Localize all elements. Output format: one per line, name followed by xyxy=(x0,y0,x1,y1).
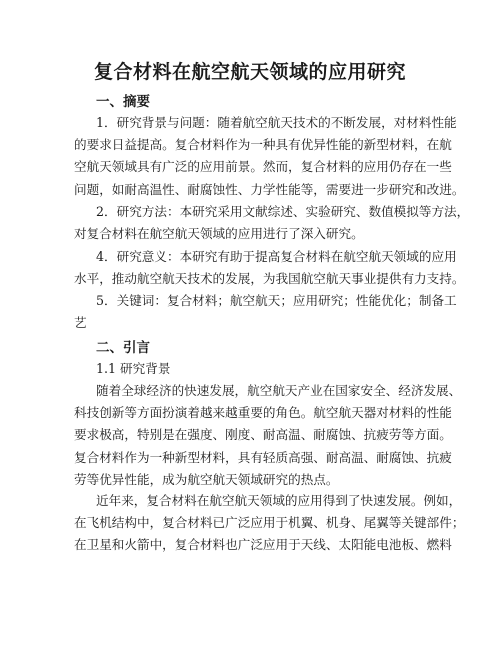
text-line: 随着全球经济的快速发展，航空航天产业在国家安全、经济发展、 xyxy=(96,383,462,398)
intro-paragraph-1 xyxy=(74,380,462,491)
text-line: 的要求日益提高。复合材料作为一种具有优异性能的新型材料，在航 xyxy=(74,137,452,153)
text-line: 水平，推动航空航天技术的发展，为我国航空航天事业提供有力支持。 xyxy=(74,271,465,287)
text-line: 空航天领域具有广泛的应用前景。然而，复合材料的应用仍存在一些 xyxy=(74,159,452,175)
abstract-paragraph-method xyxy=(74,201,470,245)
text-line: 对复合材料在航空航天领域的应用进行了深入研究。 xyxy=(74,226,364,242)
text-line: 要求极高，特别是在强度、刚度、耐高温、耐腐蚀、抗疲劳等方面。 xyxy=(74,427,452,443)
intro-paragraph-2 xyxy=(74,490,465,557)
abstract-paragraph-background xyxy=(74,112,465,201)
text-line: 在飞机结构中，复合材料已广泛应用于机翼、机身、尾翼等关键部件； xyxy=(74,515,465,531)
text-line: 艺 xyxy=(74,315,87,331)
text-line: 复合材料作为一种新型材料，具有轻质高强、耐高温、耐腐蚀、抗疲 xyxy=(74,449,452,465)
text-line: 在卫星和火箭中，复合材料也广泛应用于天线、太阳能电池板、燃料 xyxy=(74,537,452,553)
text-line: 科技创新等方面扮演着越来越重要的角色。航空航天器对材料的性能 xyxy=(74,405,452,421)
abstract-paragraph-significance xyxy=(74,246,465,290)
subsection-heading-background: 1.1 研究背景 xyxy=(96,361,171,376)
text-line: 2．研究方法：本研究采用文献综述、实验研究、数值模拟等方法， xyxy=(96,204,470,219)
section-heading-introduction: 二、引言 xyxy=(96,340,150,356)
text-line: 5．关键词：复合材料；航空航天；应用研究；性能优化；制备工 xyxy=(96,293,457,308)
text-line: 问题，如耐高温性、耐腐蚀性、力学性能等，需要进一步研究和改进。 xyxy=(74,181,465,197)
text-line: 劳等优异性能，成为航空航天领域研究的热点。 xyxy=(74,471,339,487)
text-line: 近年来，复合材料在航空航天领域的应用得到了快速发展。例如， xyxy=(96,493,462,508)
abstract-paragraph-keywords xyxy=(74,290,457,334)
text-line: 1．研究背景与问题：随着航空航天技术的不断发展，对材料性能 xyxy=(96,115,457,130)
section-heading-abstract: 一、摘要 xyxy=(96,94,150,110)
text-line: 4．研究意义：本研究有助于提高复合材料在航空航天领域的应用 xyxy=(96,249,457,264)
document-title: 复合材料在航空航天领域的应用研究 xyxy=(93,61,406,83)
